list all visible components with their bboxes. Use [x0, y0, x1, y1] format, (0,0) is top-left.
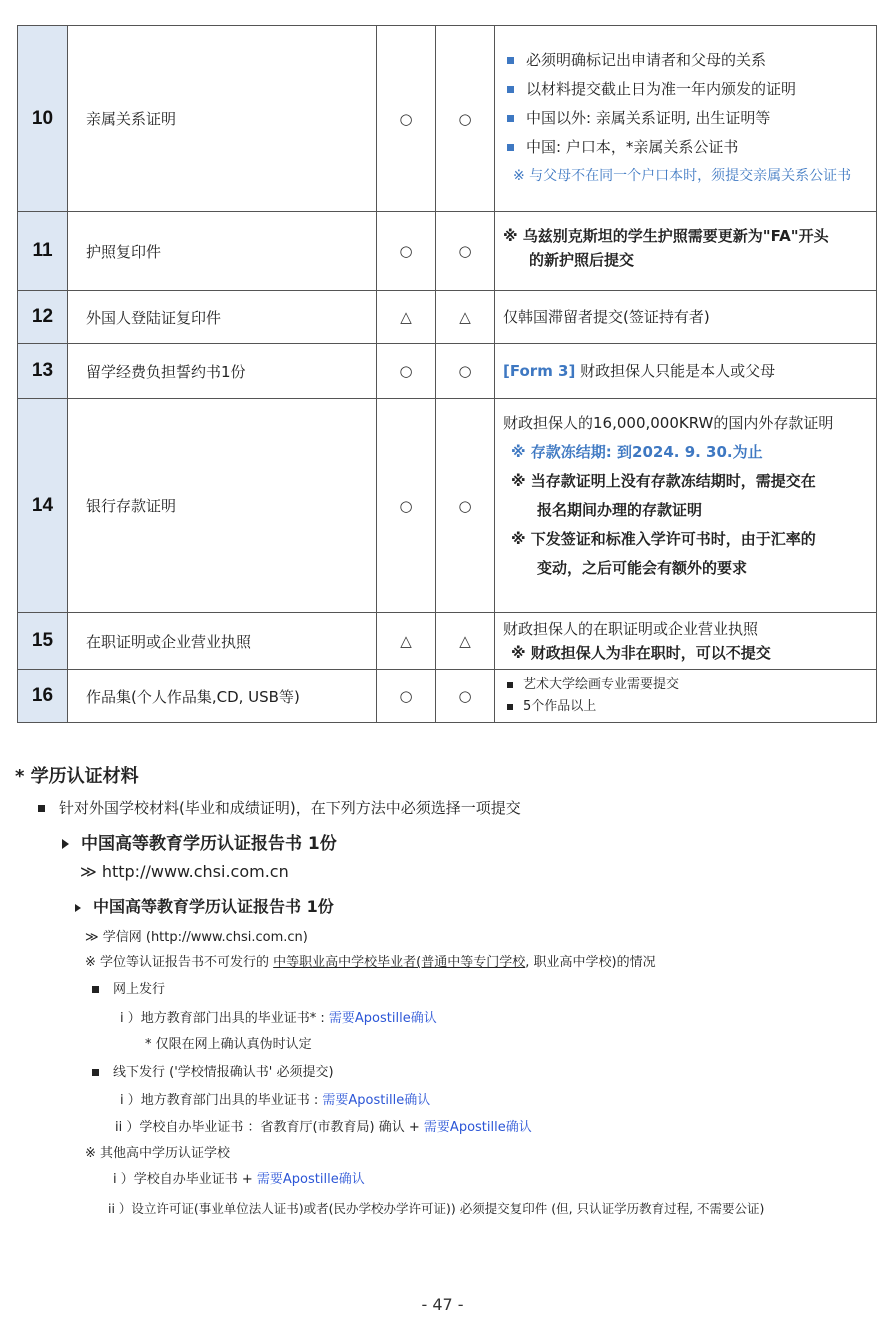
requirements-table: [17, 25, 877, 723]
list-item: 必须明确标记出申请者和父母的关系: [503, 46, 868, 75]
mark-col1: △: [377, 291, 436, 344]
remarks: 财政担保人的16,000,000KRW的国内外存款证明 ※ 存款冻结期: 到2024. 9. 30.为止 ※ 当存款证明上没有存款冻结期时，需提交在 报名期间办理的存款证明 ※ 下发签证和标准入学许可书时，由于汇率的 变动，之后可能会有额外的要求: [495, 399, 877, 613]
table-row: [18, 344, 877, 399]
mark-col1: ○: [377, 212, 436, 291]
list-item: 中国以外: 亲属关系证明, 出生证明等: [503, 104, 868, 133]
list-item: 中国: 户口本，*亲属关系公证书: [503, 133, 868, 162]
remarks: [495, 670, 877, 723]
square-bullet-icon: [507, 144, 514, 151]
other-item-ii: ii ）设立许可证(事业单位法人证书)或者(民办学校办学许可证)) 必须提交复印件 (但, 只认证学历教育过程, 不需要公证): [108, 1201, 765, 1216]
mark-col2: ○: [436, 344, 495, 399]
row-number: 14: [18, 399, 68, 613]
offline-item-i: i ）地方教育部门出具的毕业证书 : 需要Apostille确认: [120, 1093, 431, 1108]
chsi-url-1[interactable]: ≫ http://www.chsi.com.cn: [80, 862, 289, 881]
section-title: * 学历认证材料: [15, 766, 139, 787]
vocational-note: ※ 学位等认证报告书不可发行的 中等职业高中学校毕业者(普通中等专门学校, 职业高中学校)的情况: [85, 955, 656, 970]
mark-col2: ○: [436, 670, 495, 723]
row-number: 16: [18, 670, 68, 723]
row-number: 13: [18, 344, 68, 399]
row-number: 12: [18, 291, 68, 344]
online-issue: 网上发行: [92, 978, 165, 997]
remarks: [Form 3] 财政担保人只能是本人或父母: [495, 344, 877, 399]
mark-col1: ○: [377, 344, 436, 399]
remarks: 仅韩国滞留者提交(签证持有者): [495, 291, 877, 344]
form-label: [Form 3]: [503, 361, 576, 380]
square-bullet-icon: [507, 86, 514, 93]
row-number: 15: [18, 613, 68, 670]
offline-issue: 线下发行 ('学校情报确认书' 必须提交): [92, 1061, 334, 1080]
square-bullet-icon: [92, 1069, 99, 1076]
document-name: 留学经费负担誓约书1份: [68, 344, 377, 399]
table-row: [18, 212, 877, 291]
list-item: 以材料提交截止日为准一年内颁发的证明: [503, 75, 868, 104]
chsi-url-2[interactable]: ≫ 学信网 (http://www.chsi.com.cn): [85, 930, 308, 945]
mark-col2: ○: [436, 399, 495, 613]
remarks: [495, 26, 877, 212]
page-number: - 47 -: [421, 1295, 464, 1314]
document-name: 护照复印件: [68, 212, 377, 291]
square-bullet-icon: [92, 986, 99, 993]
table-row: [18, 291, 877, 344]
triangle-bullet-icon: [62, 839, 69, 849]
triangle-bullet-icon: [75, 904, 81, 912]
mark-col2: ○: [436, 26, 495, 212]
square-bullet-icon: [507, 57, 514, 64]
document-name: 亲属关系证明: [68, 26, 377, 212]
apostille-link: 需要Apostille确认: [328, 1011, 437, 1026]
remarks: 财政担保人的在职证明或企业营业执照 ※ 财政担保人为非在职时，可以不提交: [495, 613, 877, 670]
square-bullet-icon: [507, 682, 513, 688]
section-intro: 针对外国学校材料(毕业和成绩证明)，在下列方法中必须选择一项提交: [38, 797, 521, 818]
document-name: 外国人登陆证复印件: [68, 291, 377, 344]
row-number: 11: [18, 212, 68, 291]
subheading-1: 中国高等教育学历认证报告书 1份: [62, 829, 337, 854]
offline-item-ii: ii ）学校自办毕业证书 ：省教育厅(市教育局) 确认 + 需要Apostille确认: [115, 1120, 532, 1135]
mark-col1: ○: [377, 670, 436, 723]
online-note: * 仅限在网上确认真伪时认定: [145, 1037, 312, 1052]
mark-col2: △: [436, 291, 495, 344]
square-bullet-icon: [38, 805, 45, 812]
other-schools: ※ 其他高中学历认证学校: [85, 1146, 231, 1161]
mark-col1: △: [377, 613, 436, 670]
row-number: 10: [18, 26, 68, 212]
mark-col1: ○: [377, 399, 436, 613]
table-row: [18, 670, 877, 723]
list-item: 5个作品以上: [503, 696, 868, 718]
mark-col2: △: [436, 613, 495, 670]
list-item: 艺术大学绘画专业需要提交: [503, 674, 868, 696]
document-name: 在职证明或企业营业执照: [68, 613, 377, 670]
apostille-link: 需要Apostille确认: [423, 1120, 532, 1135]
subheading-2: 中国高等教育学历认证报告书 1份: [75, 894, 334, 917]
square-bullet-icon: [507, 704, 513, 710]
table-row: [18, 613, 877, 670]
apostille-link: 需要Apostille确认: [322, 1093, 431, 1108]
document-name: 银行存款证明: [68, 399, 377, 613]
other-item-i: i ）学校自办毕业证书 + 需要Apostille确认: [113, 1172, 365, 1187]
table-row: [18, 26, 877, 212]
square-bullet-icon: [507, 115, 514, 122]
apostille-link: 需要Apostille确认: [256, 1172, 365, 1187]
mark-col1: ○: [377, 26, 436, 212]
table-row: [18, 399, 877, 613]
remarks: ※ 乌兹别克斯坦的学生护照需要更新为"FA"开头 的新护照后提交: [495, 212, 877, 291]
online-item-i: i ）地方教育部门出具的毕业证书* : 需要Apostille确认: [120, 1011, 437, 1026]
mark-col2: ○: [436, 212, 495, 291]
document-name: 作品集(个人作品集,CD, USB等): [68, 670, 377, 723]
note: ※ 与父母不在同一个户口本时，须提交亲属关系公证书: [513, 168, 852, 184]
